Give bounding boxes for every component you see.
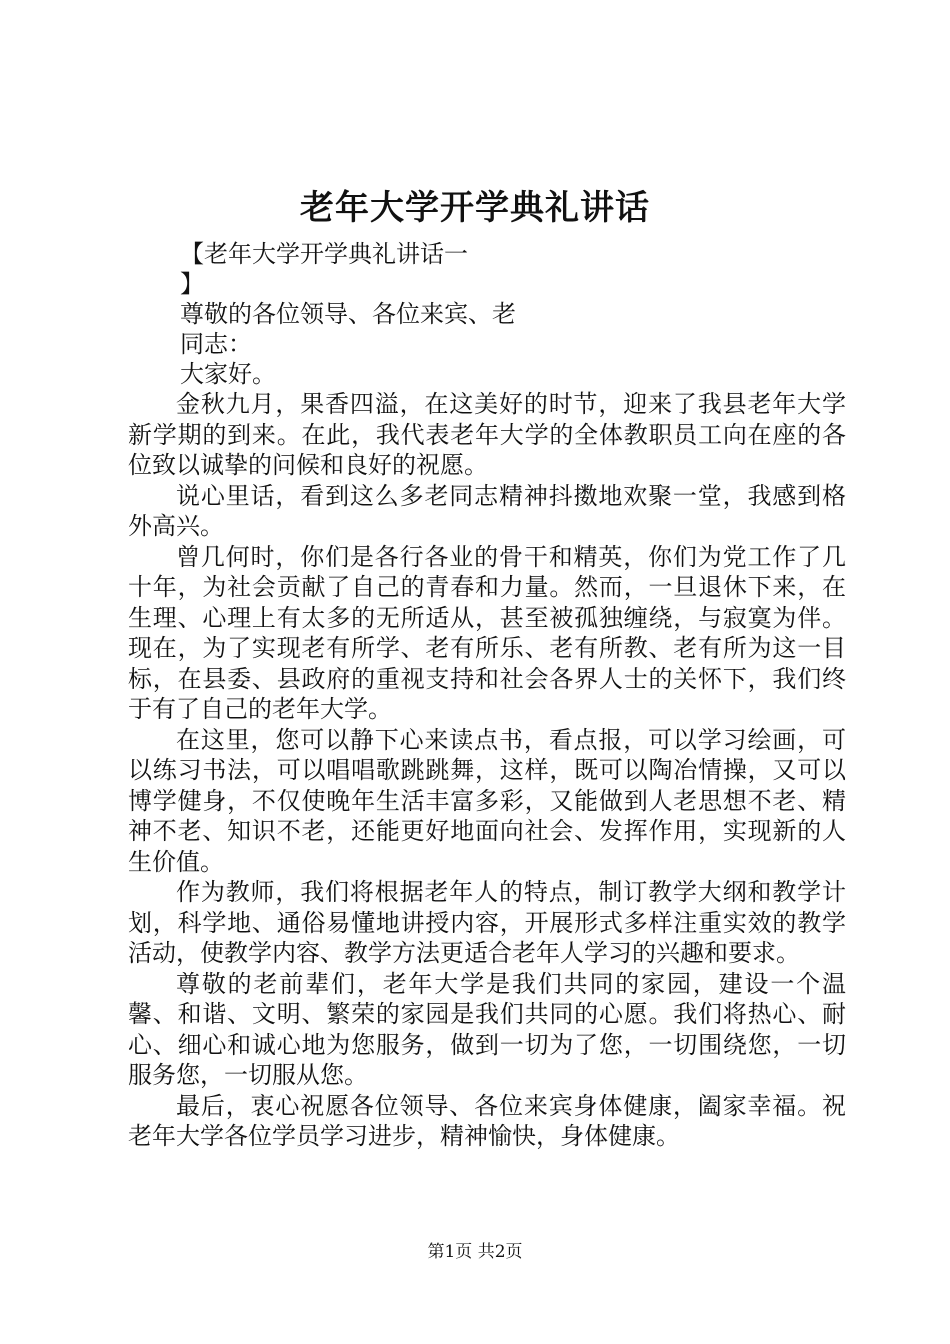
- paragraph: 金秋九月，果香四溢，在这美好的时节，迎来了我县老年大学新学期的到来。在此，我代表老年大学的全体教职员工向在座的各位致以诚挚的问候和良好的祝愿。: [128, 390, 846, 479]
- page-footer: 第1页 共2页: [427, 1242, 523, 1262]
- paragraph: 尊敬的老前辈们，老年大学是我们共同的家园，建设一个温馨、和谐、文明、繁荣的家园是我们共同的心愿。我们将热心、耐心、细心和诚心地为您服务，做到一切为了您，一切围绕您，一切服务您，一切服从您。: [128, 969, 846, 1089]
- document-title: 老年大学开学典礼讲话: [300, 188, 650, 228]
- salutation-line1: 尊敬的各位领导、各位来宾、老: [180, 300, 516, 328]
- section-heading-line2: 】: [180, 270, 204, 298]
- paragraph: 说心里话，看到这么多老同志精神抖擞地欢聚一堂，我感到格外高兴。: [128, 481, 846, 540]
- body-text: [128, 389, 846, 1152]
- greeting: 大家好。: [180, 360, 276, 388]
- paragraph: 最后，衷心祝愿各位领导、各位来宾身体健康，阖家幸福。祝老年大学各位学员学习进步，精神愉快，身体健康。: [128, 1091, 846, 1150]
- paragraph: 作为教师，我们将根据老年人的特点，制订教学大纲和教学计划，科学地、通俗易懂地讲授内容，开展形式多样注重实效的教学活动，使教学内容、教学方法更适合老年人学习的兴趣和要求。: [128, 878, 846, 967]
- salutation-line2: 同志：: [180, 330, 252, 358]
- paragraph: 在这里，您可以静下心来读点书，看点报，可以学习绘画，可以练习书法，可以唱唱歌跳跳舞，这样，既可以陶冶情操，又可以博学健身，不仅使晚年生活丰富多彩，又能做到人老思想不老、精神不老、知识不老，还能更好地面向社会、发挥作用，实现新的人生价值。: [128, 725, 846, 876]
- paragraph: 曾几何时，你们是各行各业的骨干和精英，你们为党工作了几十年，为社会贡献了自己的青春和力量。然而，一旦退休下来，在生理、心理上有太多的无所适从，甚至被孤独缠绕，与寂寞为伴。现在，为了实现老有所学、老有所乐、老有所教、老有所为这一目标，在县委、县政府的重视支持和社会各界人士的关怀下，我们终于有了自己的老年大学。: [128, 542, 846, 723]
- section-heading-line1: 【老年大学开学典礼讲话一: [180, 240, 468, 268]
